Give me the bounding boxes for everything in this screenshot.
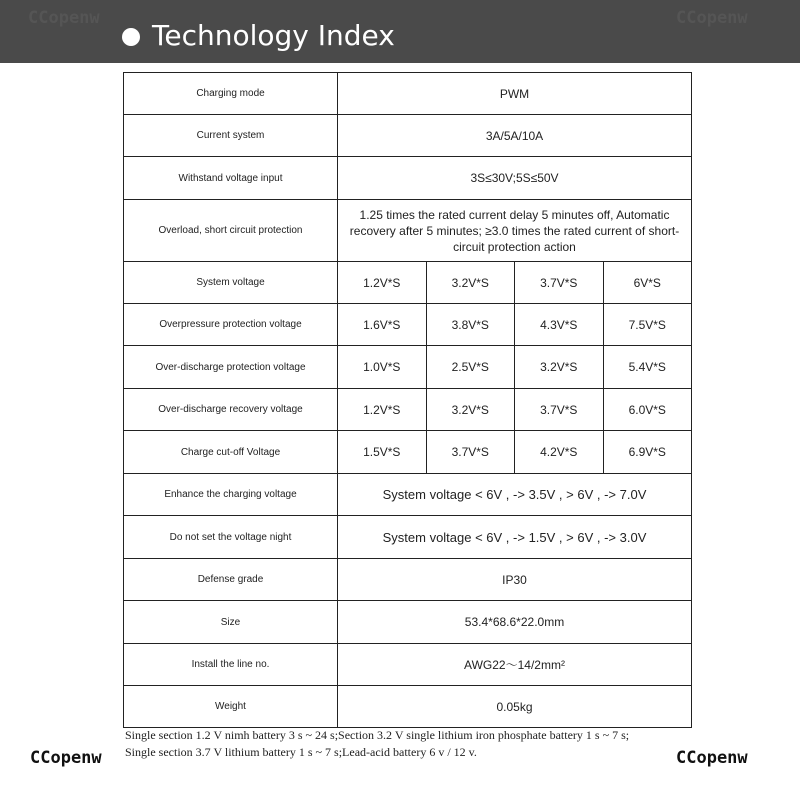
cell-value: 1.2V*S bbox=[338, 389, 427, 431]
row-value: 3S≤30V;5S≤50V bbox=[338, 157, 692, 200]
cell-value: 3.7V*S bbox=[426, 431, 515, 474]
cell-value: 3.7V*S bbox=[515, 389, 604, 431]
battery-note bbox=[125, 727, 700, 761]
row-label: Enhance the charging voltage bbox=[124, 474, 338, 516]
cell-value: 5.4V*S bbox=[603, 346, 692, 389]
table-row bbox=[124, 601, 692, 644]
row-label: Weight bbox=[124, 686, 338, 728]
table-row bbox=[124, 644, 692, 686]
watermark-top-left: CCopenw bbox=[28, 8, 100, 28]
row-label: Defense grade bbox=[124, 559, 338, 601]
cell-value: 3.2V*S bbox=[426, 262, 515, 304]
table-row bbox=[124, 516, 692, 559]
row-value: System voltage < 6V , -> 3.5V , > 6V , -> 7.0V bbox=[338, 474, 692, 516]
cell-value: 3.7V*S bbox=[515, 262, 604, 304]
row-value: PWM bbox=[338, 73, 692, 115]
row-label: Charge cut-off Voltage bbox=[124, 431, 338, 474]
table-row bbox=[124, 73, 692, 115]
table-row bbox=[124, 474, 692, 516]
spec-table bbox=[123, 72, 692, 728]
cell-value: 6.9V*S bbox=[603, 431, 692, 474]
table-row bbox=[124, 157, 692, 200]
watermark-bottom-right: CCopenw bbox=[676, 748, 748, 768]
row-label: Over-discharge protection voltage bbox=[124, 346, 338, 389]
row-label: Withstand voltage input bbox=[124, 157, 338, 200]
bullet-icon bbox=[122, 28, 140, 46]
row-label: Overload, short circuit protection bbox=[124, 200, 338, 262]
row-label: Do not set the voltage night bbox=[124, 516, 338, 559]
cell-value: 7.5V*S bbox=[603, 304, 692, 346]
row-value: 1.25 times the rated current delay 5 minutes off, Automatic recovery after 5 minutes; ≥3.0 times the rated current of short-circuit protection action bbox=[338, 200, 692, 262]
cell-value: 6.0V*S bbox=[603, 389, 692, 431]
row-value: 3A/5A/10A bbox=[338, 115, 692, 157]
row-value: AWG22～14/2mm² bbox=[338, 644, 692, 686]
table-row bbox=[124, 389, 692, 431]
cell-value: 4.2V*S bbox=[515, 431, 604, 474]
watermark-top-right: CCopenw bbox=[676, 8, 748, 28]
table-row bbox=[124, 346, 692, 389]
table-row bbox=[124, 559, 692, 601]
table-row bbox=[124, 262, 692, 304]
row-value: 53.4*68.6*22.0mm bbox=[338, 601, 692, 644]
row-value: System voltage < 6V , -> 1.5V , > 6V , -> 3.0V bbox=[338, 516, 692, 559]
cell-value: 3.2V*S bbox=[515, 346, 604, 389]
cell-value: 3.8V*S bbox=[426, 304, 515, 346]
row-label: Overpressure protection voltage bbox=[124, 304, 338, 346]
row-label: Charging mode bbox=[124, 73, 338, 115]
table-row bbox=[124, 686, 692, 728]
row-value: IP30 bbox=[338, 559, 692, 601]
row-label: Install the line no. bbox=[124, 644, 338, 686]
table-row bbox=[124, 200, 692, 262]
cell-value: 1.0V*S bbox=[338, 346, 427, 389]
row-label: Over-discharge recovery voltage bbox=[124, 389, 338, 431]
cell-value: 1.2V*S bbox=[338, 262, 427, 304]
cell-value: 6V*S bbox=[603, 262, 692, 304]
note-line-1: Single section 1.2 V nimh battery 3 s ~ 24 s;Section 3.2 V single lithium iron phosphate battery 1 s ~ 7 s; bbox=[125, 728, 630, 742]
cell-value: 4.3V*S bbox=[515, 304, 604, 346]
table-row bbox=[124, 431, 692, 474]
row-label: Current system bbox=[124, 115, 338, 157]
row-label: Size bbox=[124, 601, 338, 644]
watermark-bottom-left: CCopenw bbox=[30, 748, 102, 768]
page-title: Technology Index bbox=[152, 19, 395, 52]
cell-value: 3.2V*S bbox=[426, 389, 515, 431]
cell-value: 2.5V*S bbox=[426, 346, 515, 389]
cell-value: 1.6V*S bbox=[338, 304, 427, 346]
note-line-2: Single section 3.7 V lithium battery 1 s ~ 7 s;Lead-acid battery 6 v / 12 v. bbox=[125, 745, 477, 759]
cell-value: 1.5V*S bbox=[338, 431, 427, 474]
table-row bbox=[124, 304, 692, 346]
table-row bbox=[124, 115, 692, 157]
row-value: 0.05kg bbox=[338, 686, 692, 728]
row-label: System voltage bbox=[124, 262, 338, 304]
